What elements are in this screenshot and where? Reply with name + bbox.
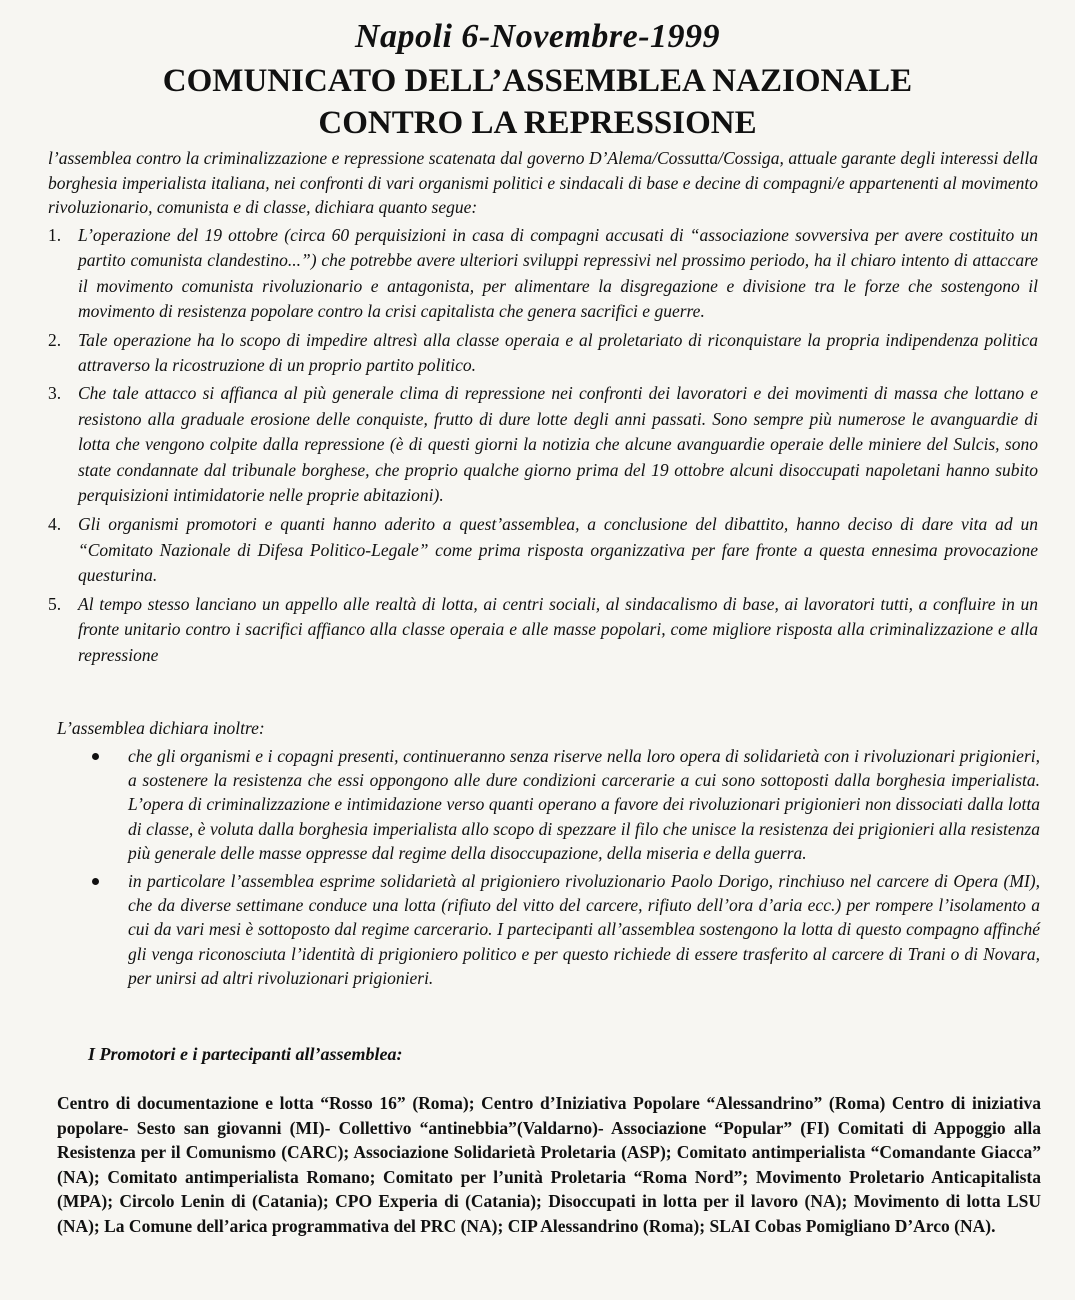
point-item [48, 592, 1038, 668]
point-item [48, 512, 1038, 588]
point-number: 4. [48, 514, 62, 535]
point-number: 1. [48, 225, 62, 245]
point-text: Al tempo stesso lanciano un appello alle realtà di lotta, ai centri sociali, al sindacalismo di base, ai lavoratori tutti, a confluire in un fronte unitario contro i sacrifici affianco alla classe operaia e alle masse popolari, come migliore risposta alla criminalizzazione e alla repressione [78, 593, 1038, 665]
bullet-item [90, 744, 1040, 865]
document-title [0, 60, 1075, 144]
point-text: L’operazione del 19 ottobre (circa 60 perquisizioni in casa di compagni accusati di “associazione sovversiva per avere costituito un partito comunista clandestino...”) che potrebbe avere ulteriori sviluppi repressivi nel prossimo periodo, ha il chiaro intento di attaccare il movimento comunista rivoluzionario e antagonista, per alimentare la disgregazione e divisione tra le forze che sostengono il movimento di resistenza popolare contro la crisi capitalista che genera sacrifici e guerre. [78, 225, 1038, 322]
intro-paragraph: l’assemblea contro la criminalizzazione e repressione scatenata dal governo D’Alema/Cossutta/Cossiga, attuale garante degli interessi della borghesia imperialista italiana, nei confronti di vari organismi politici e sindacali di base e decine di compagni/e appartenenti al movimento rivoluzionario, comunista e di classe, dichiara quanto segue: [48, 148, 1038, 218]
bullet-text: che gli organismi e i copagni presenti, continueranno senza riserve nella loro opera di solidarietà con i rivoluzionari prigionieri, a sostenere la resistenza che essi oppongono alle dure condizioni carcerarie a cui sono sottoposti dalla borghesia imperialista. L’opera di criminalizzazione e intimidazione verso quanti operano a favore dei rivoluzionari prigionieri non dissociati dalla lotta di classe, è voluta dalla borghesia imperialista allo scopo di spezzare il filo che unisce la resistenza dei prigionieri alla resistenza più generale delle masse oppresse dal regime della disoccupazione, della miseria e della guerra. [128, 746, 1040, 863]
bullet-dot-icon [92, 878, 99, 885]
title-line-1: COMUNICATO DELL’ASSEMBLEA NAZIONALE [162, 63, 913, 99]
point-item [48, 381, 1038, 508]
declaration-intro: L’assemblea dichiara inoltre: [57, 718, 265, 738]
point-item [48, 328, 1038, 379]
point-text: Tale operazione ha lo scopo di impedire altresì alla classe operaia e al proletariato di riconquistare la propria indipendenza politica attraverso la ricostruzione di un proprio partito politico. [78, 329, 1038, 376]
numbered-points [48, 223, 1038, 668]
point-text: Gli organismi promotori e quanti hanno aderito a quest’assemblea, a conclusione del dibattito, hanno deciso di dare vita ad un “Comitato Nazionale di Difesa Politico-Legale” come prima risposta organizzativa per fare fronte a questa ennesima provocazione questurina. [78, 514, 1038, 586]
point-number: 5. [48, 593, 62, 614]
bullet-text: in particolare l’assemblea esprime solidarietà al prigioniero rivoluzionario Paolo Dorigo, rinchiuso nel carcere di Opera (MI), che da diverse settimane conduce una lotta (rifiuto del vitto del carcere, rifiuto dell’ora d’aria ecc.) per rompere l’isolamento a cui da vari mesi è sottoposto dal regime carcerario. I partecipanti all’assemblea sostengono la lotta di questo compagno affinché gli venga riconosciuta l’identità di prigioniero politico e per questo richiede di essere trasferito al carcere di Trani o di Novara, per unirsi ad altri rivoluzionari prigionieri. [128, 871, 1040, 988]
promoters-heading: I Promotori e i partecipanti all’assemblea: [88, 1044, 403, 1064]
bullet-dot-icon [92, 753, 99, 760]
bullet-item [90, 869, 1040, 990]
promoters-list: Centro di documentazione e lotta “Rosso 16” (Roma); Centro d’Iniziativa Popolare “Alessandrino” (Roma) Centro di iniziativa popolare- Sesto san giovanni (MI)- Collettivo “antinebbia”(Valdarno)- Associazione “Popular” (FI) Comitati di Appoggio alla Resistenza per il Comunismo (CARC); Associazione Solidarietà Proletaria (ASP); Comitato antimperialista “Comandante Giacca” (NA); Comitato antimperialista Romano; Comitato per l’unità Proletaria “Roma Nord”; Movimento Proletario Anticapitalista (MPA); Circolo Lenin di (Catania); CPO Experia di (Catania); Disoccupati in lotta per il lavoro (NA); Movimento di lotta LSU (NA); La Comune dell’arica programmativa del PRC (NA); CIP Alessandrino (Roma); SLAI Cobas Pomigliano D’Arco (NA). [57, 1093, 1041, 1236]
document-date: Napoli 6-Novembre-1999 [354, 18, 721, 55]
point-number: 3. [48, 383, 62, 404]
point-text: Che tale attacco si affianca al più generale clima di repressione nei confronti dei lavoratori e dei movimenti di massa che lottano e resistono alla graduale erosione delle conquiste, frutto di dure lotte degli anni passati. Sono sempre più numerose le avanguardie di lotta che vengono colpite dalla repressione (è di questi giorni la notizia che alcune avanguardie operaie delle miniere del Sulcis, sono state condannate dal tribunale borghese, che proprio qualche giorno prima del 19 ottobre alcuni disoccupati napoletani hanno subito perquisizioni intimidatorie nelle proprie abitazioni). [78, 383, 1038, 506]
point-number: 2. [48, 329, 62, 350]
point-item [48, 223, 1038, 325]
declaration-bullets [90, 744, 1040, 990]
title-line-2: CONTRO LA REPRESSIONE [318, 105, 757, 141]
